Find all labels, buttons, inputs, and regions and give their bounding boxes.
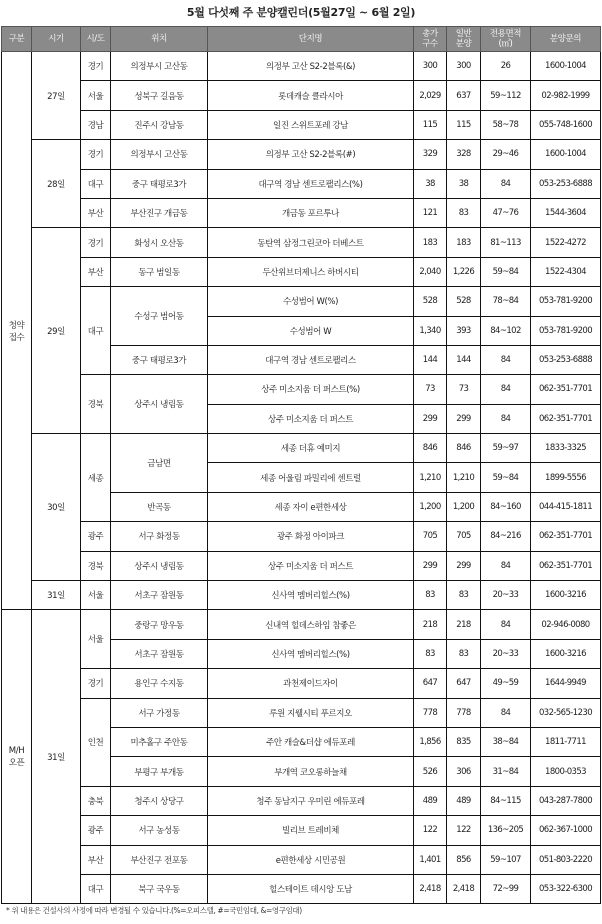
cell-contact: 051-803-2220: [531, 845, 601, 874]
cell-region: 서울: [81, 581, 111, 610]
cell-location: 중랑구 망우동: [111, 610, 208, 639]
cell-general: 83: [447, 581, 481, 610]
cell-name: 대구역 경남 센트로팰리스: [208, 345, 414, 374]
cell-area: 59~84: [481, 257, 531, 286]
cell-location: 청주시 상당구: [111, 786, 208, 815]
cell-general: 183: [447, 228, 481, 257]
cell-total: 528: [414, 287, 447, 316]
cell-area: 84: [481, 375, 531, 404]
cell-area: 72~99: [481, 874, 531, 903]
cell-region: 서울: [81, 81, 111, 110]
cell-name: 동탄역 삼정그린코아 더베스트: [208, 228, 414, 257]
cell-name: 세종 자이 e편한세상: [208, 492, 414, 521]
cell-region: 대구: [81, 169, 111, 198]
cell-location: 부산진구 개금동: [111, 198, 208, 227]
cell-general: 306: [447, 757, 481, 786]
cell-area: 84: [481, 169, 531, 198]
cell-group: 청약 접수: [2, 52, 32, 610]
table-row: [2, 434, 601, 463]
cell-general: 393: [447, 316, 481, 345]
cell-location: 성북구 길음동: [111, 81, 208, 110]
table-row: [2, 522, 601, 551]
cell-name: 신사역 멤버리힐스(%): [208, 581, 414, 610]
cell-name: 청주 동남지구 우미린 에듀포레: [208, 786, 414, 815]
cell-total: 2,040: [414, 257, 447, 286]
cell-name: e편한세상 시민공원: [208, 845, 414, 874]
cell-total: 778: [414, 698, 447, 727]
column-header-general: 일반 분양: [447, 27, 481, 52]
cell-name: 두산위브더제니스 하버시티: [208, 257, 414, 286]
cell-general: 38: [447, 169, 481, 198]
table-row: [2, 581, 601, 610]
cell-area: 20~33: [481, 639, 531, 668]
cell-name: 세종 어울림 파밀리에 센트럴: [208, 463, 414, 492]
cell-general: 218: [447, 610, 481, 639]
cell-region: 부산: [81, 257, 111, 286]
table-row: [2, 81, 601, 110]
cell-general: 299: [447, 551, 481, 580]
cell-total: 846: [414, 434, 447, 463]
table-row: [2, 786, 601, 815]
cell-general: 328: [447, 140, 481, 169]
cell-location: 중구 태평로3가: [111, 169, 208, 198]
cell-location: 수성구 범어동: [111, 287, 208, 346]
cell-general: 846: [447, 434, 481, 463]
table-row: [2, 110, 601, 139]
cell-total: 121: [414, 198, 447, 227]
cell-area: 136~205: [481, 816, 531, 845]
cell-name: 과천제이드자이: [208, 669, 414, 698]
cell-general: 2,418: [447, 874, 481, 903]
column-header-contact: 분양문의: [531, 27, 601, 52]
column-header-date: 시기: [32, 27, 81, 52]
cell-total: 38: [414, 169, 447, 198]
cell-area: 84~115: [481, 786, 531, 815]
cell-location: 동구 범일동: [111, 257, 208, 286]
cell-location: 의정부시 고산동: [111, 140, 208, 169]
cell-contact: 1600-1004: [531, 140, 601, 169]
page-title: 5월 다섯째 주 분양캘린더(5월27일 ~ 6월 2일): [186, 6, 416, 19]
cell-general: 122: [447, 816, 481, 845]
column-header-region: 시/도: [81, 27, 111, 52]
cell-contact: 1600-3216: [531, 639, 601, 668]
cell-region: 서울: [81, 610, 111, 669]
cell-location: 서초구 잠원동: [111, 639, 208, 668]
cell-total: 489: [414, 786, 447, 815]
cell-name: 상주 미소지움 더 퍼스트: [208, 551, 414, 580]
cell-general: 856: [447, 845, 481, 874]
cell-name: 개금동 포르투나: [208, 198, 414, 227]
table-row: [2, 140, 601, 169]
cell-contact: 062-351-7701: [531, 551, 601, 580]
cell-region: 충북: [81, 786, 111, 815]
cell-name: 대구역 경남 센트로팰리스(%): [208, 169, 414, 198]
cell-total: 144: [414, 345, 447, 374]
cell-general: 528: [447, 287, 481, 316]
cell-date: 31일: [32, 581, 81, 610]
cell-total: 2,029: [414, 81, 447, 110]
cell-location: 금남면: [111, 434, 208, 493]
cell-area: 58~78: [481, 110, 531, 139]
cell-name: 상주 미소지움 더 퍼스트: [208, 404, 414, 433]
cell-region: 세종: [81, 434, 111, 522]
cell-contact: 1833-3325: [531, 434, 601, 463]
cell-total: 1,401: [414, 845, 447, 874]
table-header-row: [2, 27, 601, 52]
cell-contact: 02-946-0080: [531, 610, 601, 639]
table-row: [2, 52, 601, 81]
cell-contact: 062-351-7701: [531, 404, 601, 433]
column-header-total: 총가 구수: [414, 27, 447, 52]
cell-name: 신사역 멤버리힐스(%): [208, 639, 414, 668]
cell-total: 115: [414, 110, 447, 139]
table-row: [2, 669, 601, 698]
cell-area: 84: [481, 551, 531, 580]
cell-name: 롯데캐슬 클라시아: [208, 81, 414, 110]
cell-area: 38~84: [481, 727, 531, 756]
cell-region: 경기: [81, 228, 111, 257]
cell-name: 수성범어 W(%): [208, 287, 414, 316]
cell-region: 경기: [81, 140, 111, 169]
cell-general: 489: [447, 786, 481, 815]
cell-total: 300: [414, 52, 447, 81]
cell-region: 경북: [81, 551, 111, 580]
table-row: [2, 845, 601, 874]
cell-area: 78~84: [481, 287, 531, 316]
cell-general: 637: [447, 81, 481, 110]
cell-region: 광주: [81, 522, 111, 551]
cell-contact: 044-415-1811: [531, 492, 601, 521]
cell-area: 47~76: [481, 198, 531, 227]
cell-general: 300: [447, 52, 481, 81]
column-header-location: 위치: [111, 27, 208, 52]
cell-date: 31일: [32, 610, 81, 904]
cell-contact: 053-253-6888: [531, 345, 601, 374]
cell-name: 상주 미소지움 더 퍼스트(%): [208, 375, 414, 404]
table-row: [2, 610, 601, 639]
cell-location: 상주시 냉림동: [111, 551, 208, 580]
cell-location: 상주시 냉림동: [111, 375, 208, 434]
cell-location: 반곡동: [111, 492, 208, 521]
cell-total: 705: [414, 522, 447, 551]
cell-name: 신내역 힐데스하임 참좋은: [208, 610, 414, 639]
cell-general: 1,210: [447, 463, 481, 492]
cell-contact: 1522-4304: [531, 257, 601, 286]
cell-area: 84~102: [481, 316, 531, 345]
cell-total: 122: [414, 816, 447, 845]
cell-contact: 1600-3216: [531, 581, 601, 610]
cell-contact: 062-351-7701: [531, 375, 601, 404]
cell-location: 서구 농성동: [111, 816, 208, 845]
table-row: [2, 257, 601, 286]
cell-region: 광주: [81, 816, 111, 845]
cell-total: 299: [414, 404, 447, 433]
cell-contact: 032-565-1230: [531, 698, 601, 727]
cell-name: 빌리브 트레비체: [208, 816, 414, 845]
cell-general: 144: [447, 345, 481, 374]
cell-location: 서구 가정동: [111, 698, 208, 727]
cell-location: 진주시 강남동: [111, 110, 208, 139]
cell-contact: 062-367-1000: [531, 816, 601, 845]
cell-area: 84: [481, 345, 531, 374]
cell-contact: 1522-4272: [531, 228, 601, 257]
cell-contact: 1544-3604: [531, 198, 601, 227]
cell-contact: 055-748-1600: [531, 110, 601, 139]
cell-name: 주안 캐슬&더샵 에듀포레: [208, 727, 414, 756]
cell-region: 경기: [81, 52, 111, 81]
cell-general: 83: [447, 198, 481, 227]
cell-total: 647: [414, 669, 447, 698]
cell-total: 218: [414, 610, 447, 639]
cell-location: 북구 국우동: [111, 874, 208, 903]
cell-general: 705: [447, 522, 481, 551]
cell-total: 83: [414, 639, 447, 668]
cell-area: 84: [481, 610, 531, 639]
cell-name: 부개역 코오롱하늘채: [208, 757, 414, 786]
cell-total: 1,340: [414, 316, 447, 345]
cell-region: 경북: [81, 375, 111, 434]
cell-location: 중구 태평로3가: [111, 345, 208, 374]
cell-area: 26: [481, 52, 531, 81]
cell-general: 73: [447, 375, 481, 404]
cell-location: 화성시 오산동: [111, 228, 208, 257]
cell-name: 힐스테이트 데시앙 도남: [208, 874, 414, 903]
cell-total: 73: [414, 375, 447, 404]
cell-region: 부산: [81, 198, 111, 227]
cell-contact: 1811-7711: [531, 727, 601, 756]
cell-total: 1,200: [414, 492, 447, 521]
cell-location: 부평구 부개동: [111, 757, 208, 786]
cell-region: 인천: [81, 698, 111, 786]
cell-area: 84~160: [481, 492, 531, 521]
cell-name: 의정부 고산 S2-2블록(&): [208, 52, 414, 81]
cell-contact: 1899-5556: [531, 463, 601, 492]
cell-contact: 062-351-7701: [531, 522, 601, 551]
cell-name: 세종 더휴 예미지: [208, 434, 414, 463]
cell-region: 부산: [81, 845, 111, 874]
cell-name: 루원 지웰시티 푸르지오: [208, 698, 414, 727]
cell-region: 경기: [81, 669, 111, 698]
cell-contact: 043-287-7800: [531, 786, 601, 815]
table-row: [2, 198, 601, 227]
cell-location: 미추홀구 주안동: [111, 727, 208, 756]
cell-total: 526: [414, 757, 447, 786]
cell-area: 84~216: [481, 522, 531, 551]
table-row: [2, 228, 601, 257]
cell-total: 329: [414, 140, 447, 169]
footnote: * 위 내용은 건설사의 사정에 따라 변경될 수 있습니다.(%=오피스텔, #=국민임대, &=영구임대): [6, 906, 302, 915]
cell-contact: 053-781-9200: [531, 287, 601, 316]
cell-location: 부산진구 전포동: [111, 845, 208, 874]
cell-location: 서초구 잠원동: [111, 581, 208, 610]
column-header-name: 단지명: [208, 27, 414, 52]
cell-general: 1,226: [447, 257, 481, 286]
cell-date: 27일: [32, 52, 81, 140]
cell-name: 수성범어 W: [208, 316, 414, 345]
cell-area: 20~33: [481, 581, 531, 610]
cell-total: 2,418: [414, 874, 447, 903]
cell-area: 59~97: [481, 434, 531, 463]
cell-total: 183: [414, 228, 447, 257]
cell-area: 31~84: [481, 757, 531, 786]
table-row: [2, 169, 601, 198]
cell-area: 59~107: [481, 845, 531, 874]
table-row: [2, 551, 601, 580]
cell-total: 1,210: [414, 463, 447, 492]
cell-region: 대구: [81, 874, 111, 903]
cell-total: 1,856: [414, 727, 447, 756]
cell-area: 84: [481, 404, 531, 433]
table-row: [2, 874, 601, 903]
cell-area: 59~112: [481, 81, 531, 110]
cell-date: 30일: [32, 434, 81, 581]
cell-area: 59~84: [481, 463, 531, 492]
cell-location: 서구 화정동: [111, 522, 208, 551]
cell-general: 835: [447, 727, 481, 756]
cell-name: 일진 스위트포레 강남: [208, 110, 414, 139]
cell-area: 29~46: [481, 140, 531, 169]
cell-date: 28일: [32, 140, 81, 228]
sales-calendar-table: [1, 26, 601, 904]
cell-general: 83: [447, 639, 481, 668]
cell-location: 의정부시 고산동: [111, 52, 208, 81]
cell-name: 의정부 고산 S2-2블록(#): [208, 140, 414, 169]
cell-general: 778: [447, 698, 481, 727]
table-row: [2, 287, 601, 316]
cell-contact: 053-253-6888: [531, 169, 601, 198]
cell-general: 115: [447, 110, 481, 139]
column-header-group: 구분: [2, 27, 32, 52]
cell-contact: 053-322-6300: [531, 874, 601, 903]
cell-contact: 1644-9949: [531, 669, 601, 698]
cell-location: 용인구 수지동: [111, 669, 208, 698]
cell-general: 1,200: [447, 492, 481, 521]
cell-group: M/H 오픈: [2, 610, 32, 904]
cell-name: 광주 화정 아이파크: [208, 522, 414, 551]
cell-total: 83: [414, 581, 447, 610]
table-row: [2, 698, 601, 727]
cell-area: 49~59: [481, 669, 531, 698]
cell-general: 299: [447, 404, 481, 433]
cell-date: 29일: [32, 228, 81, 434]
cell-contact: 053-781-9200: [531, 316, 601, 345]
cell-contact: 1600-1004: [531, 52, 601, 81]
cell-general: 647: [447, 669, 481, 698]
cell-region: 경남: [81, 110, 111, 139]
cell-contact: 1800-0353: [531, 757, 601, 786]
cell-area: 81~113: [481, 228, 531, 257]
column-header-area: 전용면적 (㎡): [481, 27, 531, 52]
cell-total: 299: [414, 551, 447, 580]
cell-region: 대구: [81, 287, 111, 375]
cell-contact: 02-982-1999: [531, 81, 601, 110]
table-row: [2, 375, 601, 404]
table-row: [2, 816, 601, 845]
cell-area: 84: [481, 698, 531, 727]
